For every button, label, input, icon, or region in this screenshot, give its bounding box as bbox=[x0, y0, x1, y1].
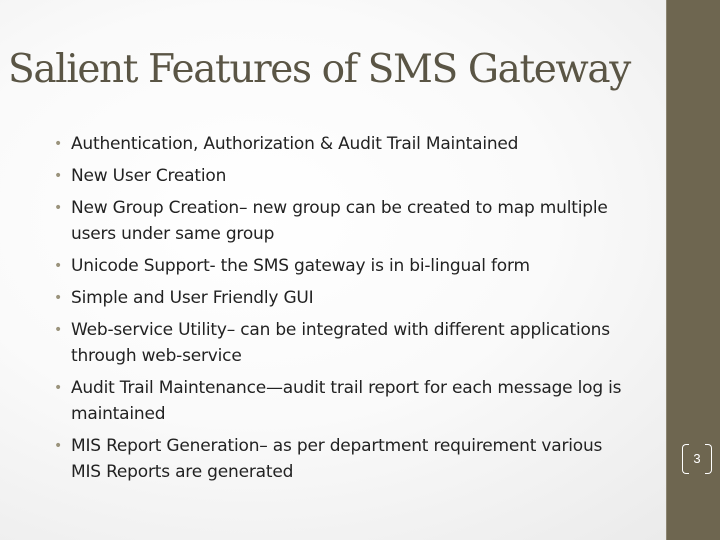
slide-title: Salient Features of SMS Gateway bbox=[8, 47, 630, 92]
list-item bbox=[54, 375, 634, 427]
bullet-text: MIS Report Generation– as per department requirement various MIS Reports are generated bbox=[71, 436, 603, 482]
bullet-text: Audit Trail Maintenance—audit trail report for each message log is maintained bbox=[71, 378, 622, 424]
bullet-icon: • bbox=[54, 322, 63, 338]
list-item bbox=[54, 195, 634, 247]
bullet-icon: • bbox=[54, 168, 63, 184]
bullet-icon: • bbox=[54, 380, 63, 396]
bullet-icon: • bbox=[54, 136, 63, 152]
bullet-text: Simple and User Friendly GUI bbox=[71, 288, 314, 308]
bullet-text: Unicode Support- the SMS gateway is in bi-lingual form bbox=[71, 256, 530, 276]
list-item bbox=[54, 253, 634, 279]
bullet-icon: • bbox=[54, 438, 63, 454]
bullet-icon: • bbox=[54, 200, 63, 216]
bullet-text: Web-service Utility– can be integrated with different applications through web-service bbox=[71, 320, 610, 366]
page-number: 3 bbox=[682, 444, 712, 474]
list-item bbox=[54, 131, 634, 157]
bullet-icon: • bbox=[54, 258, 63, 274]
bullet-text: New Group Creation– new group can be created to map multiple users under same group bbox=[71, 198, 608, 244]
list-item bbox=[54, 285, 634, 311]
bullet-text: Authentication, Authorization & Audit Trail Maintained bbox=[71, 134, 519, 154]
bullet-icon: • bbox=[54, 290, 63, 306]
list-item bbox=[54, 317, 634, 369]
bullet-list bbox=[54, 131, 634, 491]
list-item bbox=[54, 433, 634, 485]
bullet-text: New User Creation bbox=[71, 166, 227, 186]
list-item bbox=[54, 163, 634, 189]
